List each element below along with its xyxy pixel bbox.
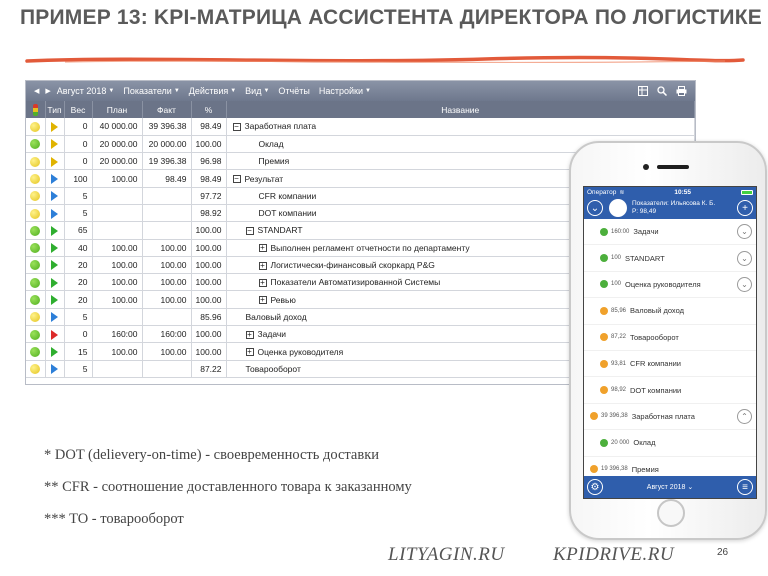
type-cell [45,308,64,325]
expand-icon[interactable]: + [247,329,252,339]
status-dot-icon [600,333,608,341]
kpi-value: 87,22 [611,334,627,341]
menu-label: Вид [245,86,262,96]
status-cell [26,360,45,377]
weight-cell[interactable]: 15 [64,343,92,360]
weight-cell[interactable]: 20 [64,274,92,291]
status-dot-icon [600,360,608,368]
chevron-down-icon[interactable]: ⌄ [587,200,603,216]
status-dot-icon [30,330,40,340]
kpi-name: CFR компании [630,359,681,369]
percent-cell: 85.96 [191,308,226,325]
status-dot-icon [30,122,40,132]
type-flag-icon [51,226,58,236]
menu-actions[interactable] [189,86,236,96]
type-cell [45,360,64,377]
weight-column-header[interactable]: Вес [64,101,92,118]
plan-cell[interactable]: 100.00 [92,291,142,308]
next-period-icon[interactable]: ▶ [45,88,51,95]
fact-column-header[interactable]: Факт [142,101,191,118]
fact-cell[interactable] [142,204,191,221]
type-flag-icon [51,122,58,132]
mobile-list-item[interactable] [584,272,756,298]
kpi-name: Товарооборот [245,363,301,374]
type-flag-icon [51,157,58,167]
battery-icon [741,190,753,195]
kpi-name: Валовый доход [245,311,307,322]
phone-screen [583,186,757,499]
type-flag-icon [51,191,58,201]
fact-cell[interactable]: 100.00 [142,343,191,360]
page-number: 26 [717,547,729,558]
search-icon[interactable] [657,86,667,96]
plan-cell[interactable]: 100.00 [92,343,142,360]
mobile-kpi-list [584,219,756,483]
fact-cell[interactable]: 100.00 [142,239,191,256]
weight-cell[interactable]: 0 [64,326,92,343]
kpi-value: 100 [611,281,622,288]
fact-cell[interactable]: 100.00 [142,291,191,308]
mobile-list-item[interactable] [584,325,756,351]
type-cell [45,256,64,273]
type-cell [45,187,64,204]
print-icon[interactable] [676,86,687,96]
status-dot-icon [30,364,40,374]
status-dot-icon [30,157,40,167]
status-cell [26,274,45,291]
status-dot-icon [30,312,40,322]
status-dot-icon [600,307,608,315]
percent-cell: 87.22 [191,360,226,377]
add-icon[interactable]: + [737,200,753,216]
kpi-name: STANDART [625,253,665,263]
kpi-value: 19 396,38 [601,466,628,473]
table-icon[interactable] [638,86,648,96]
status-dot-icon [30,139,40,149]
footer-link-kpidrive[interactable]: KPIDRIVE.RU [553,544,675,565]
status-dot-icon [590,465,598,473]
mobile-list-item[interactable] [584,298,756,324]
status-dot-icon [30,347,40,357]
wifi-icon: ≋ [619,189,625,196]
status-dot-icon [30,226,40,236]
weight-cell[interactable]: 20 [64,256,92,273]
caret-down-icon: ▼ [108,88,115,94]
weight-cell[interactable]: 0 [64,135,92,152]
fact-cell[interactable] [142,187,191,204]
status-cell [26,153,45,170]
status-dot-icon [30,174,40,184]
type-cell [45,204,64,221]
status-cell [26,239,45,256]
percent-cell: 100.00 [191,343,226,360]
mobile-period-label: Август 2018 [646,484,686,491]
kpi-name: Валовый доход [630,306,684,316]
kpi-name: Показатели Автоматизированной Системы [270,277,441,288]
expand-icon[interactable]: + [247,347,252,357]
plan-cell[interactable]: 100.00 [92,239,142,256]
period-label: Август 2018 [56,86,107,96]
plan-cell[interactable]: 160:00 [92,326,142,343]
plan-cell[interactable] [92,308,142,325]
weight-cell[interactable]: 5 [64,187,92,204]
status-dot-icon [600,254,608,262]
type-flag-icon [51,243,58,253]
kpi-value: 20 000 [611,439,630,446]
percent-cell: 98.49 [191,170,226,187]
fact-cell[interactable] [142,222,191,239]
collapse-icon[interactable]: − [247,226,252,236]
expand-icon[interactable]: + [260,295,265,305]
kpi-name: Задачи [257,329,287,340]
menu-view[interactable] [245,86,269,96]
mobile-footer [584,476,756,498]
status-cell [26,343,45,360]
footnote-to: *** TO - товарооборот [44,511,184,527]
type-flag-icon [51,209,58,219]
kpi-name: Оклад [633,438,656,448]
period-menu[interactable] [57,86,115,96]
kpi-name: Товарооборот [630,332,679,342]
weight-cell[interactable]: 5 [64,360,92,377]
kpi-name: Оклад [258,138,284,149]
kpi-name: DOT компании [630,385,682,395]
weight-cell[interactable]: 5 [64,308,92,325]
status-dot-icon [600,228,608,236]
footer-link-lityagin[interactable]: LITYAGIN.RU [388,544,505,565]
status-cell [26,222,45,239]
table-row[interactable] [26,118,695,135]
caret-down-icon: ▼ [364,88,371,94]
kpi-value: 85,96 [611,307,627,314]
type-cell [45,222,64,239]
type-flag-icon [51,174,58,184]
percent-cell: 100.00 [191,135,226,152]
chevron-up-icon[interactable]: ⌃ [737,409,752,424]
type-flag-icon [51,278,58,288]
brush-underline [25,54,745,68]
percent-cell: 100.00 [191,274,226,291]
caret-down-icon: ▼ [173,88,180,94]
status-cell [26,256,45,273]
type-cell [45,343,64,360]
table-header-row [26,101,695,118]
type-cell [45,153,64,170]
menu-settings[interactable] [319,86,371,96]
type-flag-icon [51,347,58,357]
kpi-value: 39 396,38 [601,413,628,420]
kpi-name: CFR компании [258,190,317,201]
kpi-value: 98,92 [611,387,627,394]
status-dot-icon [30,278,40,288]
type-flag-icon [51,364,58,374]
status-dot-icon [30,260,40,270]
kpi-name: Логистически-финансовый скоркард P&G [270,260,435,271]
status-bar [584,187,756,197]
carrier-label: Оператор [587,188,617,196]
percent-cell: 100.00 [191,256,226,273]
footnote-dot: * DOT (delievery-on-time) - своевременность доставки [44,447,380,463]
app-header [584,197,756,219]
menu-indicators[interactable] [123,86,179,96]
plan-cell[interactable] [92,204,142,221]
weight-cell[interactable]: 0 [64,118,92,135]
mobile-list-item[interactable] [584,404,756,430]
percent-cell: 98.92 [191,204,226,221]
weight-cell[interactable]: 0 [64,153,92,170]
caret-down-icon: ▼ [230,88,237,94]
header-result: Р: 98,49 [632,208,657,215]
weight-cell[interactable]: 20 [64,291,92,308]
expand-icon[interactable]: + [260,243,265,253]
weight-cell[interactable]: 5 [64,204,92,221]
mobile-list-item[interactable] [584,430,756,456]
plan-cell[interactable] [92,187,142,204]
type-cell [45,274,64,291]
plan-cell[interactable]: 100.00 [92,274,142,291]
percent-cell: 96.98 [191,153,226,170]
kpi-name: Заработная плата [631,411,695,421]
percent-cell: 98.49 [191,118,226,135]
chevron-down-icon[interactable]: ⌄ [737,224,752,239]
settings-icon[interactable]: ⚙ [587,479,603,495]
kpi-name: Ревью [270,294,296,305]
type-flag-icon [51,295,58,305]
status-column-header [26,101,45,118]
mobile-list-item[interactable] [584,219,756,245]
menu-label: Настройки [318,86,363,96]
caret-down-icon: ▼ [263,88,270,94]
prev-period-icon[interactable]: ◀ [34,88,40,95]
plan-cell[interactable]: 100.00 [92,170,142,187]
kpi-value: 160:00 [611,228,630,235]
menu-label: Показатели [123,86,172,96]
kpi-name: Заработная плата [244,121,317,132]
percent-cell: 100.00 [191,291,226,308]
kpi-name: Премия [258,156,290,167]
weight-cell[interactable]: 65 [64,222,92,239]
percent-cell: 100.00 [191,239,226,256]
weight-cell[interactable]: 40 [64,239,92,256]
status-cell [26,118,45,135]
slide-title: ПРИМЕР 13: KPI-МАТРИЦА АССИСТЕНТА ДИРЕКТОРА ПО ЛОГИСТИКЕ [20,6,762,29]
status-time: 10:55 [674,188,692,196]
menu-reports[interactable] [278,86,309,96]
plan-cell[interactable]: 20 000.00 [92,135,142,152]
fact-cell[interactable]: 98.49 [142,170,191,187]
type-flag-icon [51,139,58,149]
traffic-light-icon [33,104,38,116]
plan-column-header[interactable]: План [92,101,142,118]
speaker-icon [657,165,689,169]
type-flag-icon [51,312,58,322]
fact-cell[interactable] [142,360,191,377]
status-dot-icon [30,295,40,305]
plan-cell[interactable]: 20 000.00 [92,153,142,170]
collapse-icon[interactable]: − [234,174,239,184]
status-dot-icon [30,191,40,201]
kpi-name: Оценка руководителя [625,279,701,289]
status-cell [26,308,45,325]
kpi-value: 93,81 [611,360,627,367]
toolbar [26,81,695,101]
chevron-down-icon[interactable]: ⌄ [737,277,752,292]
type-column-header[interactable]: Тип [45,101,64,118]
status-dot-icon [30,243,40,253]
menu-label: Действия [188,86,229,96]
mobile-list-item[interactable] [584,377,756,403]
expand-icon[interactable]: + [260,278,265,288]
collapse-icon[interactable]: − [234,122,239,132]
status-cell [26,170,45,187]
weight-cell[interactable]: 100 [64,170,92,187]
type-flag-icon [51,330,58,340]
status-cell [26,291,45,308]
plan-cell[interactable] [92,360,142,377]
fact-cell[interactable]: 100.00 [142,256,191,273]
type-cell [45,170,64,187]
status-dot-icon [590,412,598,420]
kpi-name: Оценка руководителя [257,346,344,357]
fact-cell[interactable]: 20 000.00 [142,135,191,152]
kpi-name: Премия [631,464,659,474]
type-flag-icon [51,260,58,270]
menu-icon[interactable]: ≡ [737,479,753,495]
percent-column-header[interactable]: % [191,101,226,118]
type-cell [45,118,64,135]
fact-cell[interactable]: 39 396.38 [142,118,191,135]
status-dot-icon [600,439,608,447]
plan-cell[interactable] [92,222,142,239]
status-cell [26,326,45,343]
status-cell [26,204,45,221]
fact-cell[interactable]: 19 396.38 [142,153,191,170]
plan-cell[interactable]: 40 000.00 [92,118,142,135]
type-cell [45,239,64,256]
percent-cell: 100.00 [191,222,226,239]
header-user: Показатели: Ильясова К. Б. [632,200,716,207]
kpi-name: STANDART [257,225,303,236]
camera-icon [643,164,649,170]
phone-mockup [569,141,767,540]
type-cell [45,326,64,343]
kpi-value: 100 [611,255,622,262]
type-cell [45,291,64,308]
mobile-list-item[interactable] [584,245,756,271]
fact-cell[interactable] [142,308,191,325]
status-dot-icon [30,209,40,219]
chevron-down-icon[interactable]: ⌄ [737,251,752,266]
name-cell[interactable] [226,118,695,135]
kpi-name: Задачи [633,227,659,237]
fact-cell[interactable]: 100.00 [142,274,191,291]
expand-icon[interactable]: + [260,260,265,270]
status-dot-icon [600,386,608,394]
fact-cell[interactable]: 160:00 [142,326,191,343]
footnote-cfr: ** CFR - соотношение доставленного товара к заказанному [44,479,412,495]
percent-cell: 100.00 [191,326,226,343]
home-button[interactable] [657,499,685,527]
kpi-name: Результат [244,173,284,184]
header-info [632,200,737,216]
plan-cell[interactable]: 100.00 [92,256,142,273]
mobile-period[interactable]: Август 2018 ⌄ [646,484,694,491]
type-cell [45,135,64,152]
kpi-name: DOT компании [258,208,317,219]
name-column-header[interactable]: Название [226,101,695,118]
menu-label: Отчёты [278,86,310,96]
kpi-name: Выполнен регламент отчетности по департаменту [270,242,470,253]
mobile-list-item[interactable] [584,351,756,377]
status-cell [26,187,45,204]
status-cell [26,135,45,152]
avatar[interactable] [609,199,627,217]
percent-cell: 97.72 [191,187,226,204]
status-dot-icon [600,280,608,288]
